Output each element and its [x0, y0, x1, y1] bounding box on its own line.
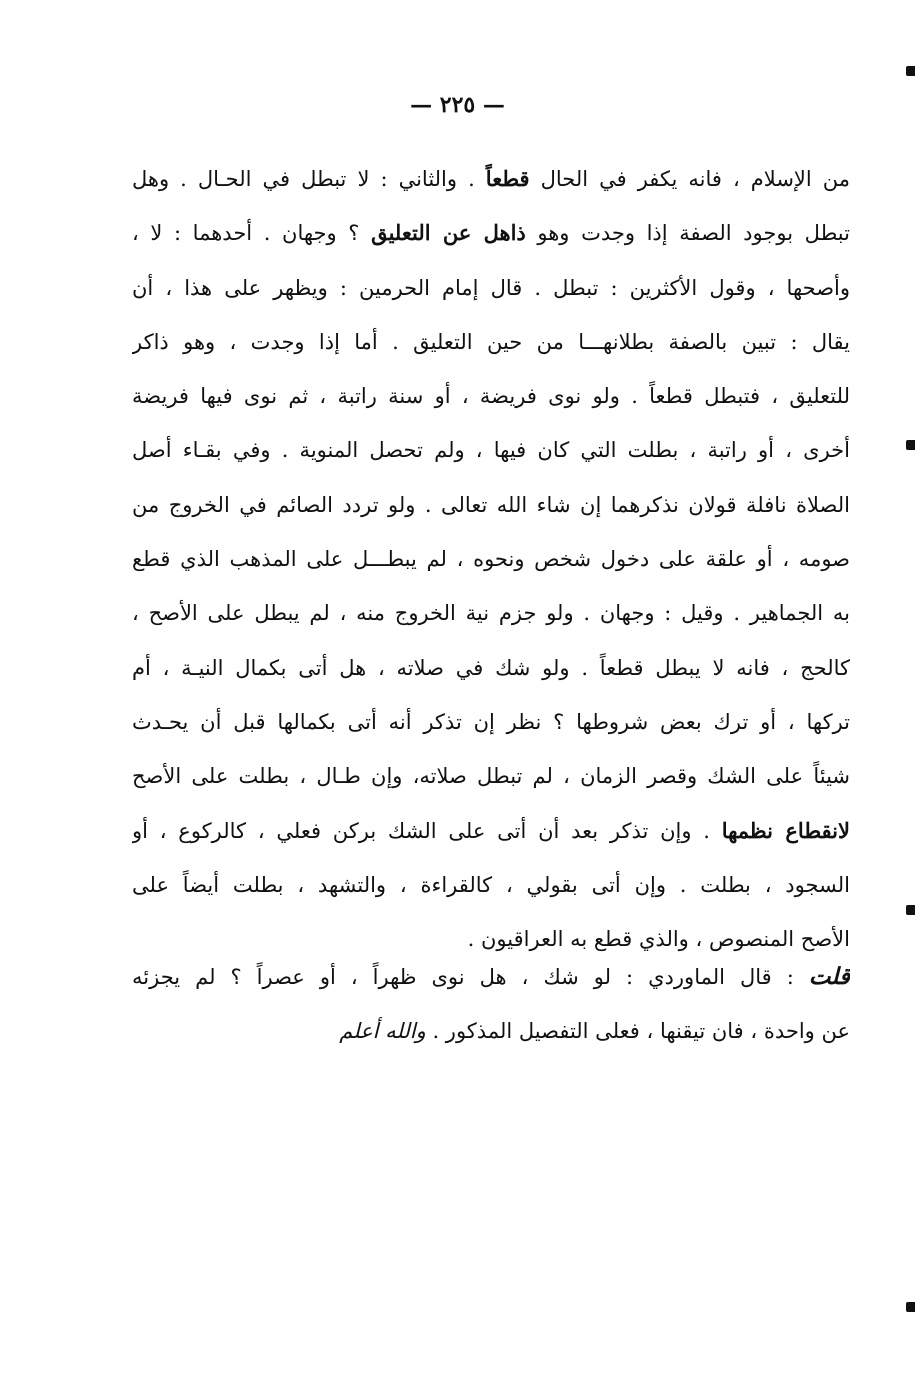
text-line [132, 152, 850, 206]
signoff-text: والله أعلم [339, 1019, 426, 1044]
text-line [132, 858, 850, 912]
scan-edge-mark [906, 905, 915, 915]
text-line [132, 478, 850, 532]
main-paragraph [132, 152, 850, 966]
note-line-1 [132, 950, 850, 1004]
text-line [132, 804, 850, 858]
note-label: قلت [808, 963, 850, 990]
text-segment: للتعليق ، فتبطل قطعاً . ولو نوى فريضة ، أو سنة راتبة ، ثم نوى فيها فريضة [132, 384, 850, 409]
note-line-2-text: عن واحدة ، فان تيقنها ، فعلى التفصيل المذكور . [425, 1019, 850, 1044]
text-line [132, 423, 850, 477]
text-segment: به الجماهير . وقيل : وجهان . ولو جزم نية الخروج منه ، لم يبطل على الأصح ، [132, 601, 850, 626]
bold-phrase: لانقطاع نظمها [721, 817, 850, 843]
page-number: — ٢٢٥ — [410, 92, 505, 118]
text-segment: صومه ، أو علقة على دخول شخص ونحوه ، لم يبطـــل على المذهب الذي قطع [132, 547, 850, 572]
text-segment: الصلاة نافلة قولان نذكرهما إن شاء الله تعالى . ولو تردد الصائم في الخروج من [132, 492, 850, 517]
text-segment: أخرى ، أو راتبة ، بطلت التي كان فيها ، ولم تحصل المنوية . وفي بقـاء أصل [132, 438, 850, 463]
text-line [132, 206, 850, 260]
bold-phrase: ذاهل عن التعليق [371, 220, 526, 246]
note-line-2 [132, 1004, 850, 1058]
scan-edge-mark [906, 440, 915, 450]
text-line [132, 532, 850, 586]
text-segment: ؟ وجهان . أحدهما : لا ، [132, 221, 372, 246]
text-line [132, 749, 850, 803]
text-segment: . والثاني : لا تبطل في الحـال . وهل [132, 167, 486, 191]
text-segment: تركها ، أو ترك بعض شروطها ؟ نظر إن تذكر أنه أتى بكمالها قبل أن يحـدث [132, 709, 850, 734]
text-line [132, 586, 850, 640]
text-segment: كالحج ، فانه لا يبطل قطعاً . ولو شك في صلاته ، هل أتى بكمال النيـة ، أم [132, 655, 850, 680]
text-segment: الأصح المنصوص ، والذي قطع به العراقيون . [467, 927, 850, 952]
text-line [132, 315, 850, 369]
bold-phrase: قطعاً [485, 166, 530, 191]
text-line [132, 261, 850, 315]
text-segment: . وإن تذكر بعد أن أتى على الشك بركن فعلي ، كالركوع ، أو [132, 818, 722, 843]
text-line [132, 369, 850, 423]
text-segment: من الإسلام ، فانه يكفر في الحال [529, 167, 850, 191]
note-line-1-text: : قال الماوردي : لو شك ، هل نوى ظهراً ، أو عصراً ؟ لم يجزئه [132, 965, 809, 989]
text-line [132, 695, 850, 749]
text-segment: تبطل بوجود الصفة إذا وجدت وهو [525, 221, 850, 246]
text-segment: السجود ، بطلت . وإن أتى بقولي ، كالقراءة ، والتشهد ، بطلت أيضاً على [132, 872, 850, 897]
text-line [132, 641, 850, 695]
note-paragraph [132, 950, 850, 1059]
text-segment: وأصحها ، وقول الأكثرين : تبطل . قال إمام الحرمين : ويظهر على هذا ، أن [132, 275, 850, 300]
text-segment: يقال : تبين بالصفة بطلانهـــا من حين التعليق . أما إذا وجدت ، وهو ذاكر [132, 329, 850, 354]
scan-edge-mark [906, 66, 915, 76]
text-segment: شيئاً على الشك وقصر الزمان ، لم تبطل صلاته، وإن طـال ، بطلت على الأصح [132, 764, 850, 789]
scan-edge-mark [906, 1302, 915, 1312]
